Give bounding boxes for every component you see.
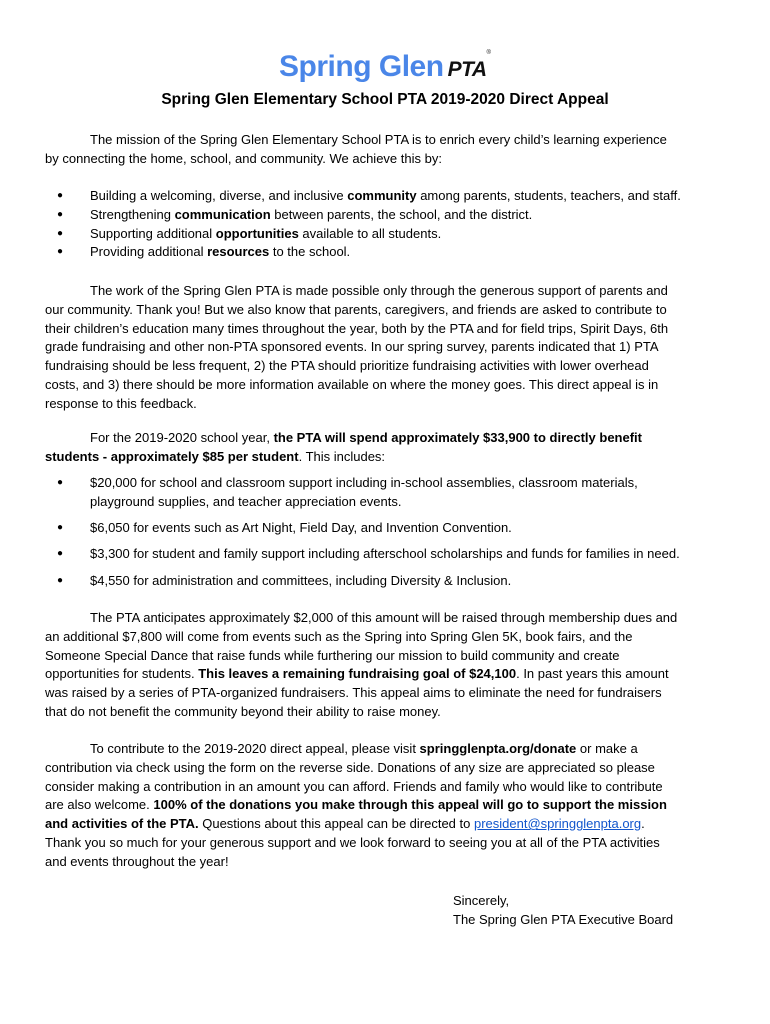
paragraph-line: are also welcome. 100% of the donations you make through this appeal will go to support the mission (45, 797, 667, 813)
budget-item: ● $6,050 for events such as Art Night, Field Day, and Invention Convention. (45, 519, 735, 538)
paragraph-line: was raised by a series of PTA-organized fundraisers. This appeal aims to eliminate the need for fundraisers (45, 685, 662, 701)
signoff (453, 891, 673, 929)
paragraph-line: grade fundraising and other non-PTA sponsored events. In our spring survey, parents indicated that 1) PTA (45, 339, 659, 355)
president-email-link[interactable]: president@springglenpta.org (473, 816, 642, 832)
paragraph-line: Someone Special Dance that raise funds while furthering our mission to build community and create (45, 647, 620, 663)
paragraph-line: fundraising should be less frequent, 2) the PTA should prioritize fundraising activities with lower overhead (45, 358, 649, 374)
logo-pta-mark: PTA (447, 58, 487, 81)
fund-paragraph (45, 609, 735, 722)
paragraph-line: For the 2019-2020 school year, the PTA will spend approximately $33,900 to directly benefit (90, 430, 642, 445)
contribute-paragraph (45, 740, 735, 872)
budget-item: ● $20,000 for school and classroom support including in-school assemblies, classroom materials, playground supplies, and teacher appreciation events. (45, 474, 735, 512)
paragraph-line: our community. Thank you! But we also know that parents, caregivers, and friends are asked to contribute to (45, 301, 667, 317)
goal-item: ● Building a welcoming, diverse, and inclusive community among parents, students, teachers, and staff. (45, 187, 735, 206)
paragraph-line: Thank you so much for your generous support and we look forward to seeing you at all of the PTA activities (45, 834, 660, 850)
mission-line: The mission of the Spring Glen Elementary School PTA is to enrich every child’s learning experience (90, 132, 667, 147)
donate-url: springglenpta.org/donate (419, 741, 577, 756)
paragraph-line: and events throughout the year! (45, 853, 229, 869)
paragraph-line: students - approximately $85 per student. This includes: (45, 448, 386, 464)
goal-item: ● Supporting additional opportunities available to all students. (45, 225, 735, 244)
paragraph-line: that do not benefit the community beyond their ability to raise money. (45, 703, 441, 719)
paragraph-line: To contribute to the 2019-2020 direct appeal, please visit springglenpta.org/donate or make a (90, 741, 638, 756)
work-paragraph (45, 282, 735, 414)
budget-list (45, 474, 735, 598)
logo-trademark: ® (486, 50, 491, 56)
paragraph-line: costs, and 3) there should be more information available on where the money goes. This direct appeal is in (45, 376, 659, 392)
budget-item: ● $4,550 for administration and committees, including Diversity & Inclusion. (45, 572, 735, 591)
logo-wordmark: Spring Glen (279, 50, 444, 83)
paragraph-line: The PTA anticipates approximately $2,000 of this amount will be raised through membership dues and (90, 610, 678, 625)
page-title: Spring Glen Elementary School PTA 2019-2020 Direct Appeal (161, 91, 609, 108)
budget-item: ● $3,300 for student and family support including afterschool scholarships and funds for families in need. (45, 545, 735, 564)
goal-item: ● Strengthening communication between parents, the school, and the district. (45, 206, 735, 225)
paragraph-line: response to this feedback. (45, 395, 197, 411)
paragraph-line: an additional $7,800 will come from events such as the Spring into Spring Glen 5K, book fairs, and the (45, 628, 633, 644)
paragraph-line: consider making a contribution in an amount you can afford. Friends and family who would like to contribute (45, 778, 663, 794)
paragraph-line: opportunities for students. This leaves a remaining fundraising goal of $24,100. In past years this amount (45, 666, 669, 682)
paragraph-line: The work of the Spring Glen PTA is made possible only through the generous support of parents and (90, 283, 668, 298)
budget-intro (45, 429, 735, 467)
closing: Sincerely, (453, 893, 510, 908)
goal-item: ● Providing additional resources to the school. (45, 243, 735, 262)
paragraph-line: and activities of the PTA. Questions about this appeal can be directed to president@springglenpta.org. (45, 816, 645, 832)
mission-paragraph (45, 131, 735, 169)
signature: The Spring Glen PTA Executive Board (453, 912, 674, 927)
spring-glen-pta-logo (0, 50, 770, 84)
paragraph-line: their children’s education many times throughout the year, both by the PTA and for field trips, Spirit Days, 6th (45, 320, 669, 336)
goals-list (45, 187, 735, 262)
paragraph-line: contribution via check using the form on the reverse side. Donations of any size are appreciated so please (45, 759, 655, 775)
mission-line: by connecting the home, school, and community. We achieve this by: (45, 150, 442, 166)
